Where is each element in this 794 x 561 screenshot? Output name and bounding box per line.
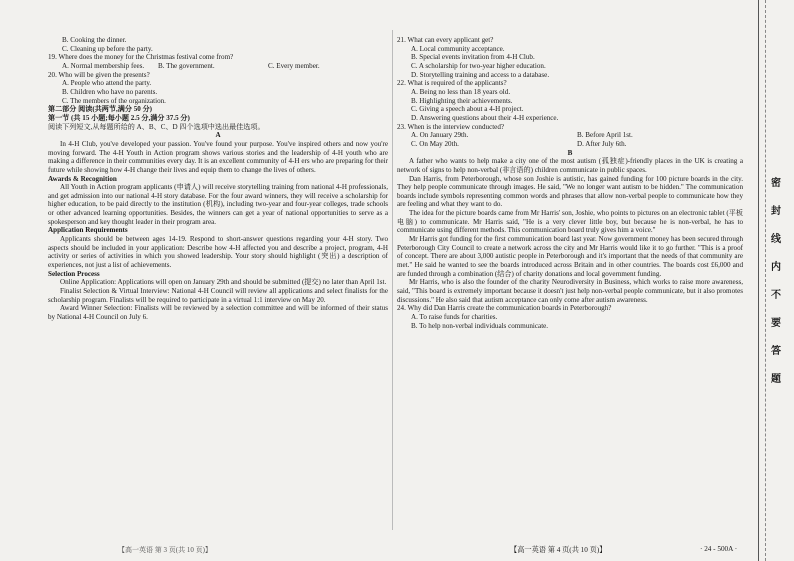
part-two-heading: 第二部分 阅读(共两节,满分 50 分) <box>48 105 153 114</box>
passage-a-para-4: Online Application: Applications will open on January 29th and should be submitted (提交) no later than April 1st. <box>60 278 387 287</box>
q22-stem: 22. What is required of the applicants? <box>397 79 507 88</box>
q20-stem: 20. Who will be given the presents? <box>48 70 150 79</box>
q20-option-b: B. Children who have no parents. <box>62 87 158 96</box>
q19-options <box>48 62 388 71</box>
q21-stem: 21. What can every applicant get? <box>397 36 494 44</box>
passage-a-label: A <box>215 131 221 140</box>
q24-option-b: B. To help non-verbal individuals communicate. <box>411 321 549 330</box>
heading-selection: Selection Process <box>48 269 100 278</box>
passage-b-para-3: The idea for the picture boards came from Mr Harris' son, Joshie, who points to pictures on an electronic tablet (平板电脑) to communicate. Mr Harris said, "He is a very clever little boy, but because he is non-verbal, he has to communicate using different methods. This communication board truly gives him a voice." <box>397 209 743 235</box>
q19-option-b: B. The government. <box>158 61 215 70</box>
section-one-heading: 第一节 (共 15 小题;每小题 2.5 分,满分 37.5 分) <box>48 113 190 122</box>
passage-a-para-3: Applicants should be between ages 14-19. Respond to short-answer questions regarding your 4-H story. Two aspects should be included in your application: Describe how 4-H affected you and describe a project, program, 4-H activity or series of activities in which you showed leadership. Your story should highlight (突出) a description of experiences, not just a list of achievements. <box>48 235 388 270</box>
q22-option-d: D. Answering questions about their 4-H experience. <box>411 113 559 122</box>
q24-stem: 24. Why did Dan Harris create the communication boards in Peterborough? <box>397 304 612 313</box>
seal-char: 线 <box>771 234 781 245</box>
seal-char: 题 <box>771 374 781 385</box>
passage-b-para-4: Mr Harris got funding for the first communication board last year. Now government money has been secured through Peterborough City Council to create a network across the city and Mr Harris would like it to go further. "This is a proof of concept. There are about 3,000 autistic people in Peterborough and it's important that the needs of that community are met." He said he wanted to see the boards introduced across Britain and in other countries. The boards cost £6,000 and are funded through a combination (结合) of charity donations and local government funding. <box>397 235 743 278</box>
q23-options-row-2 <box>397 140 743 149</box>
footer-left-page-label: 【高一英语 第 3 页(共 10 页)】 <box>118 546 212 554</box>
reading-instruction: 阅读下列短文,从每题所给的 A、B、C、D 四个选项中选出最佳选项。 <box>48 122 265 131</box>
seal-char: 答 <box>771 346 781 357</box>
q19-option-c: C. Every member. <box>268 61 320 70</box>
seal-char: 封 <box>771 206 781 217</box>
q22-option-a: A. Being no less than 18 years old. <box>411 87 511 96</box>
q22-option-c: C. Giving a speech about a 4-H project. <box>411 105 524 114</box>
seal-char: 内 <box>771 262 781 273</box>
left-column <box>48 36 388 322</box>
q23-option-b: B. Before April 1st. <box>577 131 633 140</box>
right-column <box>397 36 743 330</box>
q21-option-b: B. Special events invitation from 4-H Club. <box>411 53 535 62</box>
q20-option-a: A. People who attend the party. <box>62 79 152 88</box>
q19-stem: 19. Where does the money for the Christmas festival come from? <box>48 53 234 62</box>
q23-options-row-1 <box>397 131 743 140</box>
passage-b-para-2: Dan Harris, from Peterborough, whose son Joshie is autistic, has gained funding for 100 picture boards in the city. They help people communicate through images. He said, "We no longer want autism to be hidden." The communication boards include symbols representing common words and phrases that allow non-verbal people to communicate how they are feeling and what they want to do. <box>397 174 743 209</box>
q24-option-a: A. To raise funds for charities. <box>411 313 498 321</box>
q23-stem: 23. When is the interview conducted? <box>397 122 505 131</box>
seal-char: 不 <box>771 290 781 301</box>
q23-option-d: D. After July 6th. <box>577 139 627 148</box>
passage-a-para-2: All Youth in Action program applicants (申请人) will receive storytelling training from national 4-H professionals, and get admission into our national 4-H story database. For the four award winners, they will receive a scholarship for higher education, to be paid directly to the institution (机构), including two-year and four-year colleges, trade schools or other advanced learning opportunities. Besides, the winners can get a year of national opportunities to serve as a spokesperson and key thought leader in their program area. <box>48 183 388 226</box>
passage-a-para-6: Award Winner Selection: Finalists will be reviewed by a selection committee and will be informed of their status by National 4-H Council on July 6. <box>48 304 388 321</box>
q20-option-c: C. The members of the organization. <box>62 96 166 105</box>
q23-option-c: C. On May 20th. <box>411 139 459 148</box>
q22-option-b: B. Highlighting their achievements. <box>411 96 513 105</box>
q21-option-d: D. Storytelling training and access to a database. <box>411 70 550 79</box>
q18-option-c: C. Cleaning up before the party. <box>62 44 153 53</box>
passage-b-label: B <box>567 148 573 157</box>
q19-option-a: A. Normal membership fees. <box>62 61 145 70</box>
seal-line-notice <box>768 170 784 394</box>
passage-a-para-1: In 4-H Club, you've developed your passion. You've found your purpose. You've inspired others and now you're moving forward. The 4-H Youth in Action program shows various stories and the leadership of 4-H youth who are making a difference in their communities every day. It is an excellent community of 4-H ers who are preparing for their future while showing how 4-H change their lives and equip them to change the lives of others. <box>48 139 388 174</box>
passage-b-para-5: Mr Harris, who is also the founder of the charity Neurodiversity in Business, which works to raise more awareness, said, "This board is extremely important because it doesn't just help non-verbal people communicate, but it also promotes discussions." He also said that autism acceptance can only come after autism awareness. <box>397 278 743 304</box>
heading-awards: Awards & Recognition <box>48 174 117 183</box>
seal-char: 密 <box>771 178 781 189</box>
seal-dashed-line <box>765 0 767 561</box>
heading-requirements: Application Requirements <box>48 226 128 235</box>
passage-a-para-5: Finalist Selection & Virtual Interview: National 4-H Council will review all applications and select finalists for the scholarship program. Finalists will be required to participate in a virtual 1:1 interview on May 20. <box>48 287 388 304</box>
q18-option-b: B. Cooking the dinner. <box>62 36 127 44</box>
footer-exam-code: · 24 - 500A · <box>700 545 738 553</box>
column-divider <box>392 30 393 530</box>
q21-option-a: A. Local community acceptance. <box>411 44 505 53</box>
passage-b-para-1: A father who wants to help make a city one of the most autism (孤独症)-friendly places in the UK is creating a network of signs to help non-verbal (非言语的) children communicate in public spaces. <box>397 157 743 174</box>
q23-option-a: A. On January 29th. <box>411 131 469 140</box>
footer-page-label: 【高一英语 第 4 页(共 10 页)】 <box>510 546 607 554</box>
q21-option-c: C. A scholarship for two-year higher education. <box>411 61 546 70</box>
seal-char: 要 <box>771 318 781 329</box>
